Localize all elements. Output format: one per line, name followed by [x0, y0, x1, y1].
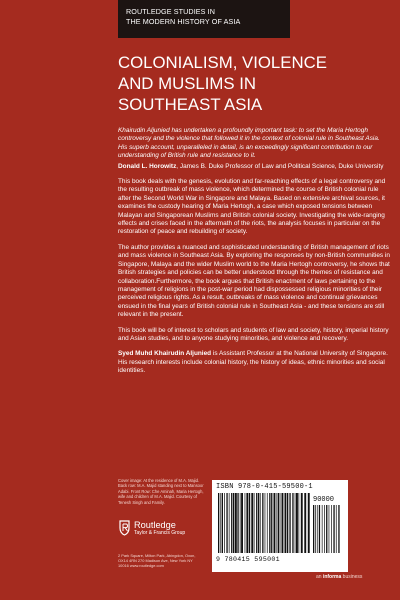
author-name: Syed Muhd Khairudin Aljunied	[118, 350, 212, 358]
title-line-2: AND MUSLIMS IN	[118, 74, 256, 93]
series-line-1: ROUTLEDGE STUDIES IN	[126, 7, 216, 16]
barcode-bar	[245, 493, 246, 553]
cover-image-credits: Cover image: At the residence of M.A. Majid. Back row: M.A. Majid standing next to Mansoor Adabi. Front Row: Che Aminah, Maria Hertogh, wife and children of M.A. Majid. Courtesy of Tenesh Singh and Family.	[118, 478, 204, 505]
barcode-bar	[246, 493, 248, 553]
barcode-bar	[240, 493, 241, 553]
barcode-bar	[262, 493, 263, 553]
barcode-bar	[226, 493, 227, 553]
barcode-bar	[265, 493, 266, 553]
title-line-3: SOUTHEAST ASIA	[118, 95, 263, 114]
author-bio-text: is Assistant Professor at the National University of Singapore. His research interests include colonial history, the history of ideas, ethnic minorities and social identities.	[118, 350, 388, 375]
barcode-bar	[222, 493, 223, 553]
barcode-bar	[282, 493, 284, 553]
barcode-bar	[301, 493, 303, 553]
price-code: 90000	[313, 496, 335, 504]
barcode-addon-bar	[333, 505, 334, 553]
barcode-addon-bar	[331, 505, 332, 553]
barcode-bar	[308, 493, 310, 553]
barcode-bar	[277, 493, 278, 553]
barcode-addon-bar	[317, 505, 318, 553]
endorser-name: Donald L. Horowitz	[118, 162, 177, 170]
barcode-bar	[237, 493, 238, 553]
informa-brand: informa	[322, 574, 342, 580]
routledge-logo-icon	[118, 520, 131, 536]
barcode-bar	[274, 493, 276, 553]
barcode-bar	[249, 493, 250, 553]
title-line-1: COLONIALISM, VIOLENCE	[118, 53, 327, 72]
publisher-name: Routledge	[134, 520, 176, 530]
barcode-bar	[292, 493, 293, 553]
barcode-addon-bar	[338, 505, 339, 553]
barcode-addon-bar	[315, 505, 316, 553]
series-banner	[118, 0, 290, 38]
barcode-bar	[256, 493, 257, 553]
barcode-bar	[287, 493, 288, 553]
barcode-bar	[278, 493, 279, 553]
barcode-bar	[233, 493, 234, 553]
informa-prefix: an	[316, 574, 323, 580]
barcode-bar	[295, 493, 296, 553]
barcode-bar	[289, 493, 290, 553]
informa-suffix: business	[341, 574, 363, 580]
barcode-bar	[269, 493, 270, 553]
barcode-bar	[258, 493, 259, 553]
publisher-address: 2 Park Square, Milton Park, Abingdon, Oxon, OX14 4RN 270 Madison Ave, New York NY 10016 www.routledge.com	[118, 553, 196, 569]
barcode-addon-bar	[336, 505, 337, 553]
endorsement-attribution	[118, 163, 390, 171]
barcode-bar	[218, 493, 219, 553]
barcode-addon-bar	[319, 505, 320, 553]
barcode-panel	[212, 480, 348, 572]
barcode-bar	[296, 493, 298, 553]
barcode-bar	[251, 493, 253, 553]
author-bio	[118, 350, 390, 375]
barcode-bar	[299, 493, 300, 553]
back-cover-text	[118, 127, 390, 383]
barcode-bar	[280, 493, 281, 553]
barcode-addon-bar	[313, 505, 314, 553]
series-line-2: THE MODERN HISTORY OF ASIA	[126, 17, 241, 26]
publisher-subtitle: Taylor & Francis Group	[134, 530, 186, 536]
barcode-addon-bar	[329, 505, 330, 553]
barcode-bar	[231, 493, 232, 553]
barcode-addon-bar	[326, 505, 327, 553]
description-paragraph-2: The author provides a nuanced and sophisticated understanding of British management of riots and mass violence in Southeast Asia. By exploring the responses by non-British communities in Singapore, Malaya and the wider Muslim world to the Maria Hertogh controversy, he shows that British strategies and policies can be better understood through the themes of resistance and collaboration.Furthermore, the book argues that British enactment of laws pertaining to the management of religions in the post-war period had dispossessed religious minorities of their perceived religious rights. As a result, outbreaks of mass violence and continual grievances ensued in the final years of British colonial rule in Southeast Asia - and these tensions are still relevant in the present.	[118, 243, 390, 319]
barcode-bar	[235, 493, 237, 553]
informa-business-note	[316, 574, 362, 580]
endorser-affiliation: , James B. Duke Professor of Law and Political Science, Duke University	[176, 162, 384, 170]
barcode-bar	[220, 493, 221, 553]
barcode-bar	[271, 493, 272, 553]
barcode-bar	[224, 493, 225, 553]
barcode-bar	[254, 493, 255, 553]
barcode-bar	[285, 493, 287, 553]
barcode-bar	[267, 493, 268, 553]
barcode-addon-bar	[324, 505, 325, 553]
barcode-bar	[229, 493, 230, 553]
endorsement-quote: Khairudin Aljunied has undertaken a profoundly important task: to set the Maria Hertogh controversy and the violence that followed it in the context of colonial rule in Southeast Asia. His superb account, unparalleled in detail, is an exceedingly significant contribution to our understanding of British rule and resistance to it.	[118, 127, 380, 160]
barcode-addon-bar	[322, 505, 323, 553]
description-paragraph-3: This book will be of interest to scholars and students of law and society, history, imperial history and Asian studies, and to anyone studying minorities, and violence and recovery.	[118, 326, 389, 342]
book-title	[118, 52, 378, 115]
barcode-number: 9 780415 595001	[216, 556, 280, 563]
barcode-bar	[260, 493, 261, 553]
isbn-label: ISBN 978-0-415-59500-1	[216, 483, 313, 491]
barcode-icon	[216, 493, 344, 555]
barcode-bar	[241, 493, 243, 553]
barcode-bar	[304, 493, 306, 553]
description-paragraph-1: This book deals with the genesis, evolution and far-reaching effects of a legal controversy and the resulting outbreak of mass violence, which determined the course of British colonial rule after the Second World War in Singapore and Malaya. Based on extensive archival sources, it examines the custody hearing of Maria Hertogh, a case which exposed tensions between Malayan and Singaporean Muslims and British colonial society. Investigating the wide-ranging effects and crises faced in the aftermath of the riots, the analysis focuses in particular on the restoration of peace and rebuilding of society.	[118, 178, 386, 236]
